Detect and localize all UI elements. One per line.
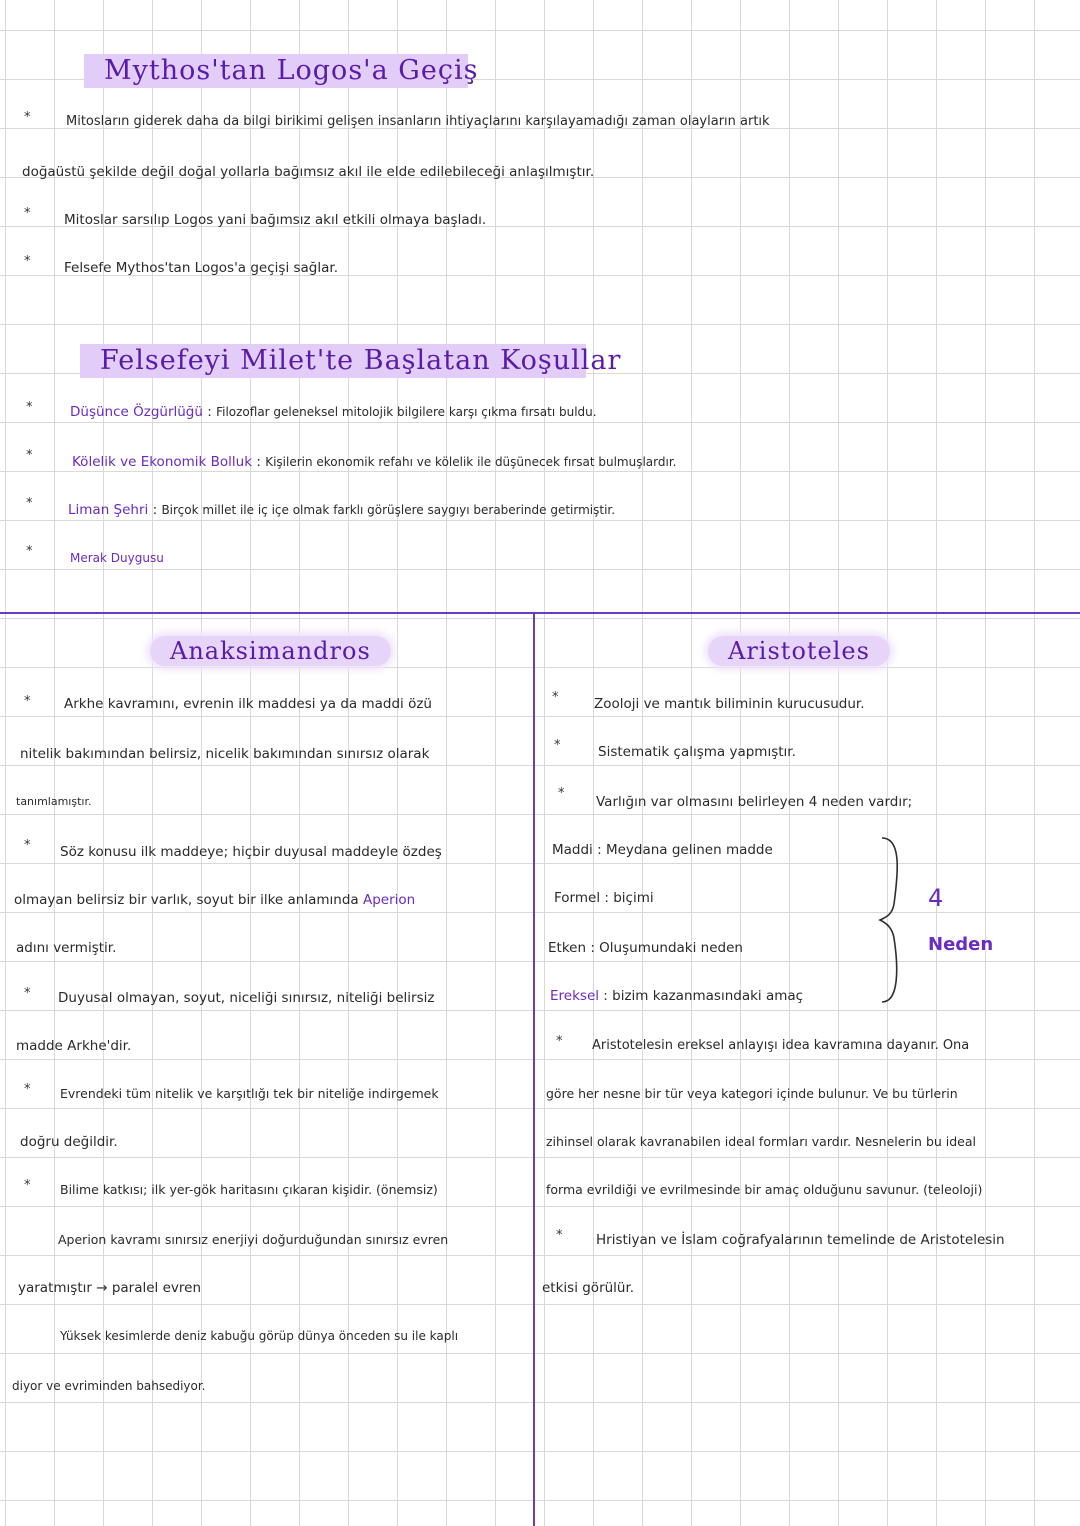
brace-label: Neden bbox=[928, 934, 994, 955]
bullet-icon: * bbox=[24, 110, 31, 125]
text-line: Felsefe Mythos'tan Logos'a geçişi sağlar. bbox=[64, 260, 338, 276]
cause-item: Ereksel : bizim kazanmasındaki amaç bbox=[550, 988, 804, 1004]
text-line: Yüksek kesimlerde deniz kabuğu görüp dünya önceden su ile kaplı bbox=[60, 1329, 459, 1343]
bullet-icon: * bbox=[552, 690, 559, 705]
text-line: nitelik bakımından belirsiz, nicelik bakımından sınırsız olarak bbox=[20, 746, 430, 762]
milet-item bbox=[68, 500, 615, 520]
section-title-milet: Felsefeyi Milet'te Başlatan Koşullar bbox=[80, 344, 586, 378]
text-line: Söz konusu ilk maddeye; hiçbir duyusal maddeyle özdeş bbox=[60, 844, 442, 860]
cause-item: Maddi : Meydana gelinen madde bbox=[552, 842, 773, 858]
bullet-icon: * bbox=[24, 1082, 31, 1097]
bullet-icon: * bbox=[24, 254, 31, 269]
text-line: tanımlamıştır. bbox=[16, 795, 92, 808]
text-line: Mitoslar sarsılıp Logos yani bağımsız akıl etkili olmaya başladı. bbox=[64, 212, 487, 228]
text-line bbox=[18, 1278, 201, 1298]
text-line: madde Arkhe'dir. bbox=[16, 1038, 132, 1054]
section-title-aristoteles: Aristoteles bbox=[708, 636, 890, 666]
cause-text: Oluşumundaki neden bbox=[599, 940, 743, 956]
curly-brace-icon bbox=[876, 834, 906, 1006]
item-text: Filozoflar geleneksel mitolojik bilgilere karşı çıkma fırsatı buldu. bbox=[216, 405, 597, 419]
brace-number: 4 bbox=[928, 884, 944, 912]
text-line: Arkhe kavramını, evrenin ilk maddesi ya da maddi özü bbox=[64, 696, 432, 712]
text-span: yaratmıştır bbox=[18, 1280, 92, 1296]
text-span: paralel evren bbox=[111, 1280, 202, 1296]
bullet-icon: * bbox=[24, 838, 31, 853]
text-line: doğaüstü şekilde değil doğal yollarla bağımsız akıl ile elde edilebileceği anlaşılmıştır. bbox=[22, 164, 595, 180]
item-separator: : bbox=[207, 404, 212, 420]
cause-item: Formel : biçimi bbox=[554, 890, 654, 906]
section-title-anaksimandros: Anaksimandros bbox=[150, 636, 391, 666]
text-line: Zooloji ve mantık biliminin kurucusudur. bbox=[594, 696, 865, 712]
text-span: olmayan belirsiz bir varlık, soyut bir ilke anlamında bbox=[14, 892, 359, 908]
cause-item: Etken : Oluşumundaki neden bbox=[548, 940, 743, 956]
text-line: etkisi görülür. bbox=[542, 1280, 635, 1296]
vertical-divider bbox=[533, 614, 535, 1526]
cause-label: Formel bbox=[554, 890, 601, 906]
text-line: Duyusal olmayan, soyut, niceliği sınırsız, niteliği belirsiz bbox=[58, 990, 435, 1006]
text-line: Mitosların giderek daha da bilgi birikimi gelişen insanların ihtiyaçlarını karşılayamadığı zaman olayların artık bbox=[66, 114, 770, 129]
horizontal-divider bbox=[0, 612, 1080, 614]
cause-text: biçimi bbox=[613, 890, 654, 906]
bullet-icon: * bbox=[24, 1178, 31, 1193]
text-line: Varlığın var olmasını belirleyen 4 neden vardır; bbox=[596, 794, 913, 810]
item-text: Birçok millet ile iç içe olmak farklı görüşlere saygıyı beraberinde getirmiştir. bbox=[161, 503, 616, 517]
item-separator: : bbox=[256, 454, 261, 470]
cause-text: bizim kazanmasındaki amaç bbox=[612, 988, 804, 1004]
section-title-mythos: Mythos'tan Logos'a Geçiş bbox=[84, 54, 468, 88]
bullet-icon: * bbox=[558, 786, 565, 801]
bullet-icon: * bbox=[556, 1228, 563, 1243]
item-label: Kölelik ve Ekonomik Bolluk bbox=[72, 454, 253, 470]
text-line bbox=[14, 890, 415, 910]
text-line: Evrendeki tüm nitelik ve karşıtlığı tek bir niteliğe indirgemek bbox=[60, 1086, 439, 1101]
item-label: Düşünce Özgürlüğü bbox=[70, 404, 203, 420]
bullet-icon: * bbox=[24, 986, 31, 1001]
text-line: zihinsel olarak kavranabilen ideal formları vardır. Nesnelerin bu ideal bbox=[546, 1134, 977, 1149]
cause-label: Ereksel bbox=[550, 988, 599, 1004]
text-line: Hristiyan ve İslam coğrafyalarının temelinde de Aristotelesin bbox=[596, 1232, 1005, 1248]
text-line: adını vermiştir. bbox=[16, 940, 117, 956]
text-line: göre her nesne bir tür veya kategori içinde bulunur. Ve bu türlerin bbox=[546, 1086, 958, 1101]
text-line: Bilime katkısı; ilk yer-gök haritasını çıkaran kişidir. (önemsiz) bbox=[60, 1182, 438, 1197]
bullet-icon: * bbox=[26, 400, 33, 415]
cause-label: Maddi bbox=[552, 842, 593, 858]
bullet-icon: * bbox=[26, 448, 33, 463]
text-line: diyor ve evriminden bahsediyor. bbox=[12, 1379, 206, 1393]
text-line: Sistematik çalışma yapmıştır. bbox=[598, 744, 796, 760]
bullet-icon: * bbox=[24, 694, 31, 709]
item-separator: : bbox=[152, 502, 158, 518]
milet-item bbox=[70, 402, 597, 422]
text-line: Aperion kavramı sınırsız enerjiyi doğurduğundan sınırsız evren bbox=[58, 1232, 449, 1247]
bullet-icon: * bbox=[26, 496, 33, 511]
cause-text: Meydana gelinen madde bbox=[605, 842, 773, 858]
text-line: Aristotelesin ereksel anlayışı idea kavramına dayanır. Ona bbox=[592, 1038, 970, 1053]
arrow-icon: → bbox=[96, 1280, 108, 1296]
bullet-icon: * bbox=[24, 206, 31, 221]
bullet-icon: * bbox=[26, 544, 33, 559]
cause-label: Etken bbox=[548, 940, 587, 956]
aperion-term: Aperion bbox=[362, 892, 416, 908]
milet-item-label: Merak Duygusu bbox=[70, 551, 164, 565]
item-label: Liman Şehri bbox=[68, 502, 149, 518]
bullet-icon: * bbox=[554, 738, 561, 753]
item-text: Kişilerin ekonomik refahı ve kölelik ile düşünecek fırsat bulmuşlardır. bbox=[265, 455, 677, 469]
milet-item bbox=[72, 452, 676, 472]
text-line: forma evrildiği ve evrilmesinde bir amaç olduğunu savunur. (teleoloji) bbox=[546, 1182, 983, 1197]
text-line: doğru değildir. bbox=[20, 1134, 118, 1150]
bullet-icon: * bbox=[556, 1034, 563, 1049]
